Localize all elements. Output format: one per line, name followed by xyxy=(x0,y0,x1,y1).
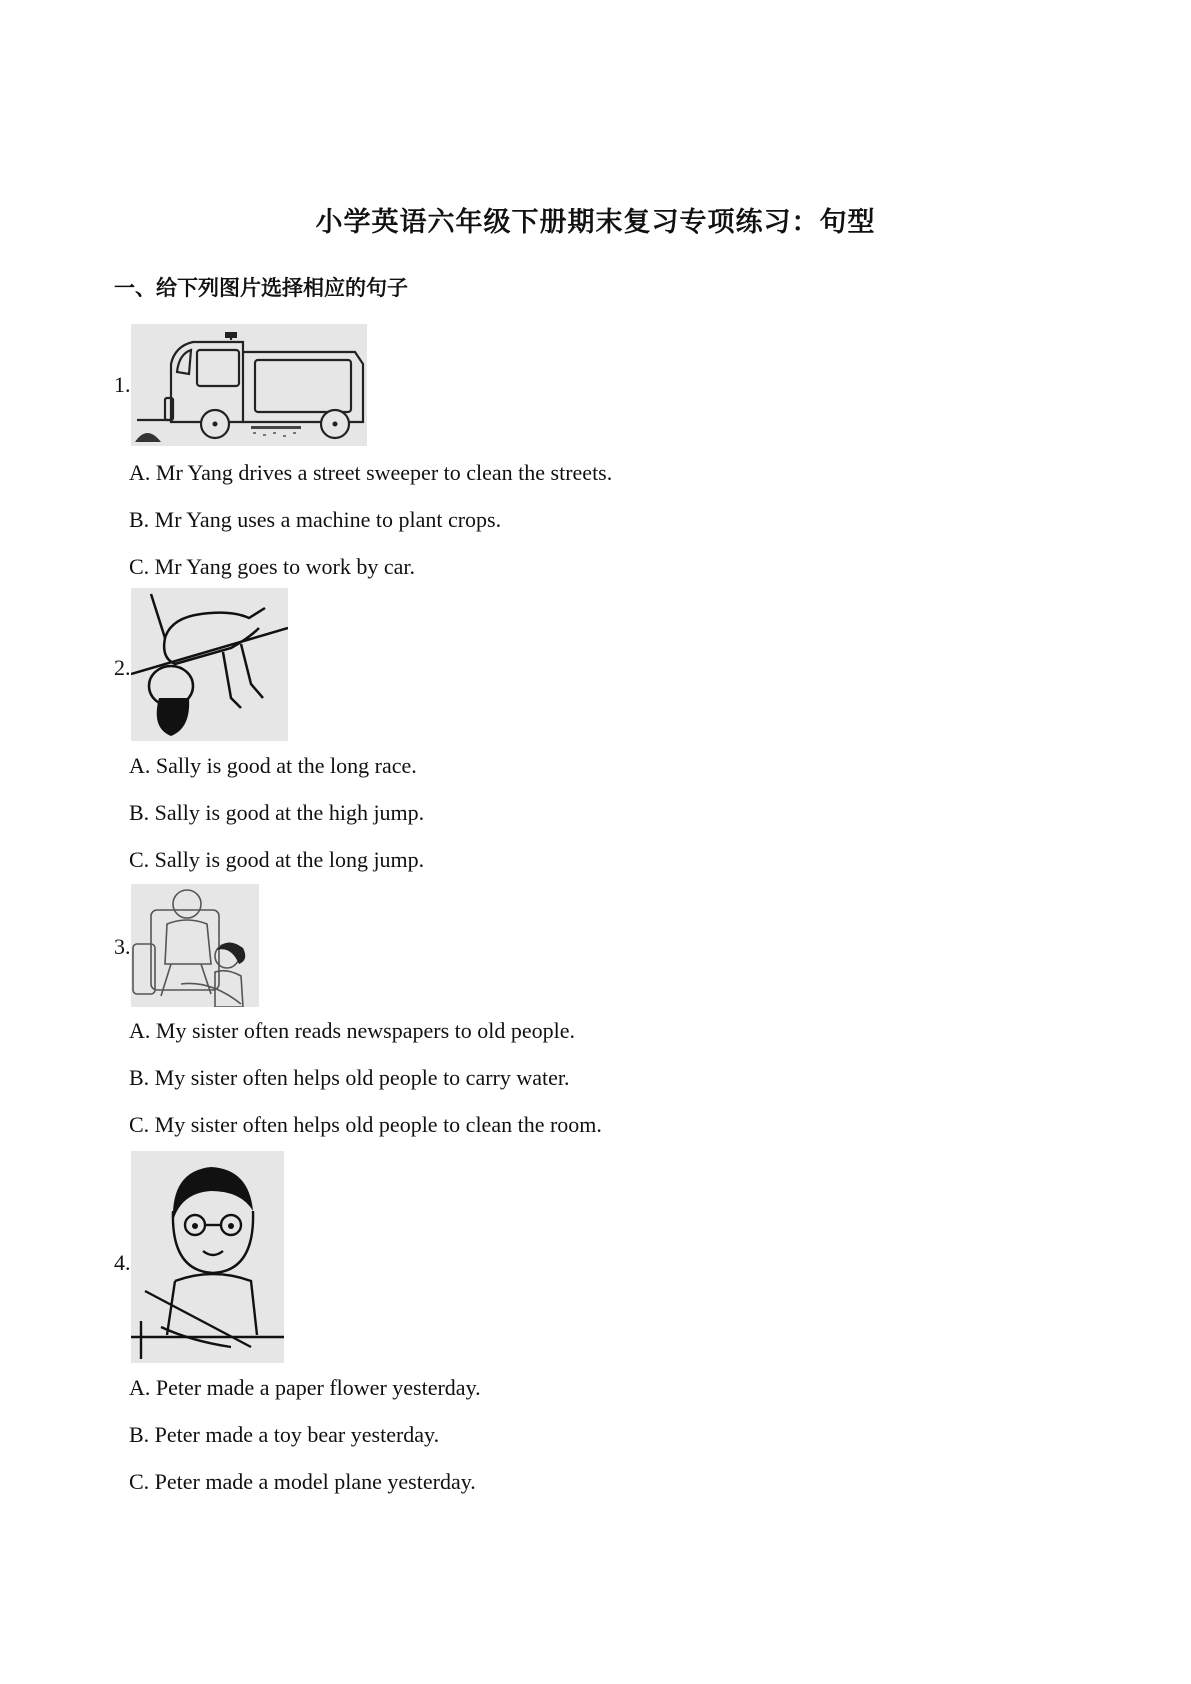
option-a: A. Mr Yang drives a street sweeper to clean the streets. xyxy=(129,460,613,485)
high-jump-image xyxy=(131,588,288,741)
option-b: B. Sally is good at the high jump. xyxy=(129,800,425,825)
model-plane-icon xyxy=(131,1151,284,1363)
option-b: B. Peter made a toy bear yesterday. xyxy=(129,1422,440,1447)
question-number: 4. xyxy=(114,1250,131,1275)
model-plane-image xyxy=(131,1151,284,1363)
option-a: A. My sister often reads newspapers to old people. xyxy=(129,1018,576,1043)
reading-to-old-man-icon xyxy=(131,884,259,1007)
option-c: C. My sister often helps old people to clean the room. xyxy=(129,1112,602,1137)
page-title: 小学英语六年级下册期末复习专项练习：句型 xyxy=(315,207,876,238)
option-c: C. Mr Yang goes to work by car. xyxy=(129,554,415,579)
option-b: B. My sister often helps old people to carry water. xyxy=(129,1065,570,1090)
option-c: C. Sally is good at the long jump. xyxy=(129,847,425,872)
option-a: A. Sally is good at the long race. xyxy=(129,753,417,778)
reading-to-old-man-image xyxy=(131,884,259,1007)
question-number: 3. xyxy=(114,934,131,959)
street-sweeper-image xyxy=(131,324,367,446)
option-c: C. Peter made a model plane yesterday. xyxy=(129,1469,476,1494)
question-number: 1. xyxy=(114,372,131,397)
street-sweeper-icon xyxy=(131,324,367,446)
option-a: A. Peter made a paper flower yesterday. xyxy=(129,1375,481,1400)
section-heading: 一、给下列图片选择相应的句子 xyxy=(114,276,408,300)
question-number: 2. xyxy=(114,655,131,680)
option-b: B. Mr Yang uses a machine to plant crops. xyxy=(129,507,502,532)
high-jump-icon xyxy=(131,588,288,741)
